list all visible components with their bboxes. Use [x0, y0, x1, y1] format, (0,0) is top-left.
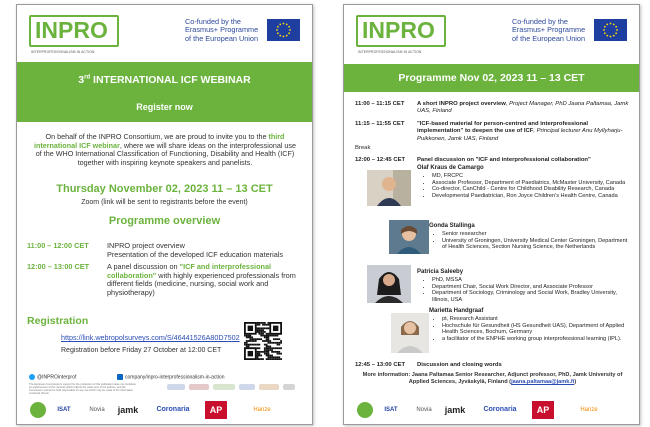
panelist-name: Gonda Stallinga	[429, 223, 475, 229]
associated-logos-strip	[167, 382, 297, 392]
eu-star-icon	[279, 35, 281, 37]
twitter-icon	[29, 374, 35, 380]
registration-link[interactable]: https://link.webropolsurveys.com/S/46441526A80D7502	[61, 333, 240, 342]
panel-title: Panel discussion on "ICF and interprofessional collaboration"	[417, 157, 591, 163]
inpro-logo	[29, 15, 121, 59]
partner-logo: jamk	[444, 405, 466, 415]
programme-band	[344, 64, 639, 92]
panelist-photo	[389, 220, 429, 254]
eu-star-icon	[288, 32, 290, 34]
panelist-name: Marietta Handgraaf	[429, 308, 484, 314]
eu-star-icon	[610, 36, 612, 38]
partner-logo: Coronaria	[483, 406, 517, 413]
register-now: Register now	[136, 102, 193, 112]
eu-star-icon	[615, 26, 617, 28]
partner-logo: Coronaria	[156, 406, 190, 413]
twitter-handle[interactable]: @INPROinterprof	[29, 374, 76, 380]
logo-subtitle: INTERPROFESSIONALISM IN ACTION	[31, 50, 95, 54]
programme-title: Programme Nov 02, 2023 11 – 13 CET	[398, 72, 585, 84]
eu-star-icon	[279, 23, 281, 25]
panelist-name: Olaf Kraus de Camargo	[417, 165, 484, 171]
eu-star-icon	[283, 36, 285, 38]
partner-logo: Novia	[89, 407, 105, 413]
title-band	[17, 62, 312, 122]
contact-email-link[interactable]: jaana.paltamaa@jamk.fi	[511, 378, 575, 385]
schedule-time: 11:00 – 12:00 CET	[27, 241, 89, 250]
partner-logo: Hanze	[253, 407, 271, 413]
partner-logo: ISAT	[384, 407, 398, 413]
eu-star-icon	[606, 23, 608, 25]
cofund-line2: Erasmus+ Programme	[512, 25, 586, 35]
cofund-line1: Co-funded by the	[185, 17, 241, 26]
partner-logo: AP	[205, 401, 227, 419]
linkedin-handle[interactable]: company/inpro-interprofessionalism-in-action	[117, 374, 225, 380]
maastricht-logo	[354, 401, 376, 419]
eu-flag-icon	[267, 19, 300, 41]
eu-star-icon	[288, 26, 290, 28]
eu-star-icon	[613, 23, 615, 25]
associated-logos	[167, 382, 297, 393]
programme-page	[343, 4, 640, 425]
eu-star-icon	[286, 35, 288, 37]
partner-logo: Novia	[416, 407, 432, 413]
eu-star-icon	[289, 29, 291, 31]
qr-code-icon	[244, 322, 282, 360]
schedule-time: 12:00 – 13:00 CET	[27, 262, 90, 271]
eu-star-icon	[615, 32, 617, 34]
linkedin-icon	[117, 374, 123, 380]
eu-flag-icon	[594, 19, 627, 41]
panelist-photo	[391, 313, 429, 353]
webinar-title: 3rd INTERNATIONAL ICF WEBINAR	[78, 74, 251, 86]
panelist-bullets: • MD, FRCPC • Associate Professor, Department of Paediatrics, McMaster University, Canada • Co-director, CanChild - Centre for Childhood Disability Research, Canada • Developmental Paediatrician, Ron Joyce Children's Health Centre, Canada	[424, 173, 632, 199]
schedule-desc: INPRO project overview Presentation of the developed ICF education materials	[107, 241, 284, 259]
eu-star-icon	[277, 26, 279, 28]
eu-star-icon	[613, 35, 615, 37]
panelist-bullets: • pt, Research Assistant • Hochschule für Gesundheit (HS Gesundheit UAS), Department of Applied Health Sciences, Bochum, Germany • a facilitator of the ENPHE working group interprofessional learning (IPL).	[434, 316, 632, 342]
eu-star-icon	[604, 32, 606, 34]
item-time: 11:00 – 11:15 CET	[355, 101, 405, 107]
eu-star-icon	[604, 26, 606, 28]
zoom-note: Zoom (link will be sent to registrants before the event)	[81, 199, 248, 206]
cofund-line3: of the European Union	[512, 33, 586, 43]
more-info: More information: Jaana Paltamaa Senior Researcher, Adjunct professor, PhD, Jamk University of Applied Sciences, Jyväskylä, Finland (jaana.paltamaa@jamk.fi)	[362, 372, 623, 385]
partner-logos	[17, 397, 312, 423]
registration-deadline: Registration before Friday 27 October at 12:00 CET	[61, 347, 222, 354]
eu-star-icon	[606, 35, 608, 37]
partner-logo: Hanze	[580, 407, 598, 413]
schedule-desc: A panel discussion on "ICF and interprofessional collaboration" with highly experienced professionals from different fields (medicine, nursing, social work and physiotherapy)	[107, 262, 296, 297]
registration-heading: Registration	[27, 315, 89, 327]
item-desc: "ICF-based material for person-centred and interprofessional implementation" to deepen the use of ICF, Principal lecturer Anu Myllyharju-Puikkonen, Jamk UAS, Finland	[417, 121, 623, 142]
inpro-logo	[356, 15, 448, 59]
partner-logos	[344, 397, 639, 423]
invitation-page	[16, 4, 313, 425]
logo-word: INPRO	[362, 17, 435, 43]
cofunded-text	[512, 18, 592, 43]
eu-star-icon	[276, 29, 278, 31]
partner-logo: AP	[532, 401, 554, 419]
logo-subtitle: INTERPROFESSIONALISM IN ACTION	[358, 50, 422, 54]
eu-star-icon	[286, 23, 288, 25]
eu-star-icon	[603, 29, 605, 31]
item-time: 12:45 – 13:00 CET	[355, 362, 406, 368]
cofund-line1: Co-funded by the	[512, 17, 568, 26]
panelist-photo	[367, 265, 411, 303]
cofund-line3: of the European Union	[185, 33, 259, 43]
event-date: Thursday November 02, 2023 11 – 13 CET	[56, 183, 273, 195]
item-time: 12:00 – 12:45 CET	[355, 157, 406, 163]
intro-highlight: third international ICF webinar	[33, 132, 285, 150]
intro-paragraph: On behalf of the INPRO Consortium, we are proud to invite you to the third international ICF webinar, where we will share ideas on the interprofessional use of the WHO International Classification of Functioning, Disability and Health (ICF) together with inspiring keynote speakers and panelists.	[33, 132, 297, 167]
partner-logo: ISAT	[57, 407, 71, 413]
eu-star-icon	[283, 23, 285, 25]
panelist-bullets: • Senior researcher • University of Groningen, University Medical Center Groningen, Department of Health Sciences, Section Nursing Science, the Netherlands	[434, 231, 632, 251]
maastricht-logo	[27, 401, 49, 419]
partner-logo: jamk	[117, 405, 139, 415]
eu-star-icon	[616, 29, 618, 31]
eu-star-icon	[277, 32, 279, 34]
closing-title: Discussion and closing words	[417, 362, 502, 368]
panelist-name: Patricia Saleeby	[417, 269, 464, 275]
cofund-line2: Erasmus+ Programme	[185, 25, 259, 35]
panelist-photo	[367, 170, 411, 206]
eu-star-icon	[610, 23, 612, 25]
cofunded-text	[185, 18, 265, 43]
programme-heading: Programme overview	[108, 215, 221, 227]
panelist-bullets: • PhD, MSSA • Department Chair, Social Work Director, and Associate Professor • Department of Sociology, Criminology and Social Work, Bradley University, Illinois, USA	[424, 277, 632, 303]
logo-word: INPRO	[35, 17, 108, 43]
item-time: 11:15 – 11:55 CET	[355, 121, 405, 127]
eu-disclaimer: The European Commission's support for the production of this publication does not constitute an endorsement of the contents which reflects the views only of the authors, and the Commission cannot be held responsible for any use which may be made of the information contained therein.	[29, 383, 136, 395]
item-desc: A short INPRO project overview, Project Manager, PhD Jaana Paltamaa, Jamk UAS, Finland	[417, 101, 629, 115]
break-label: Break	[355, 145, 371, 151]
